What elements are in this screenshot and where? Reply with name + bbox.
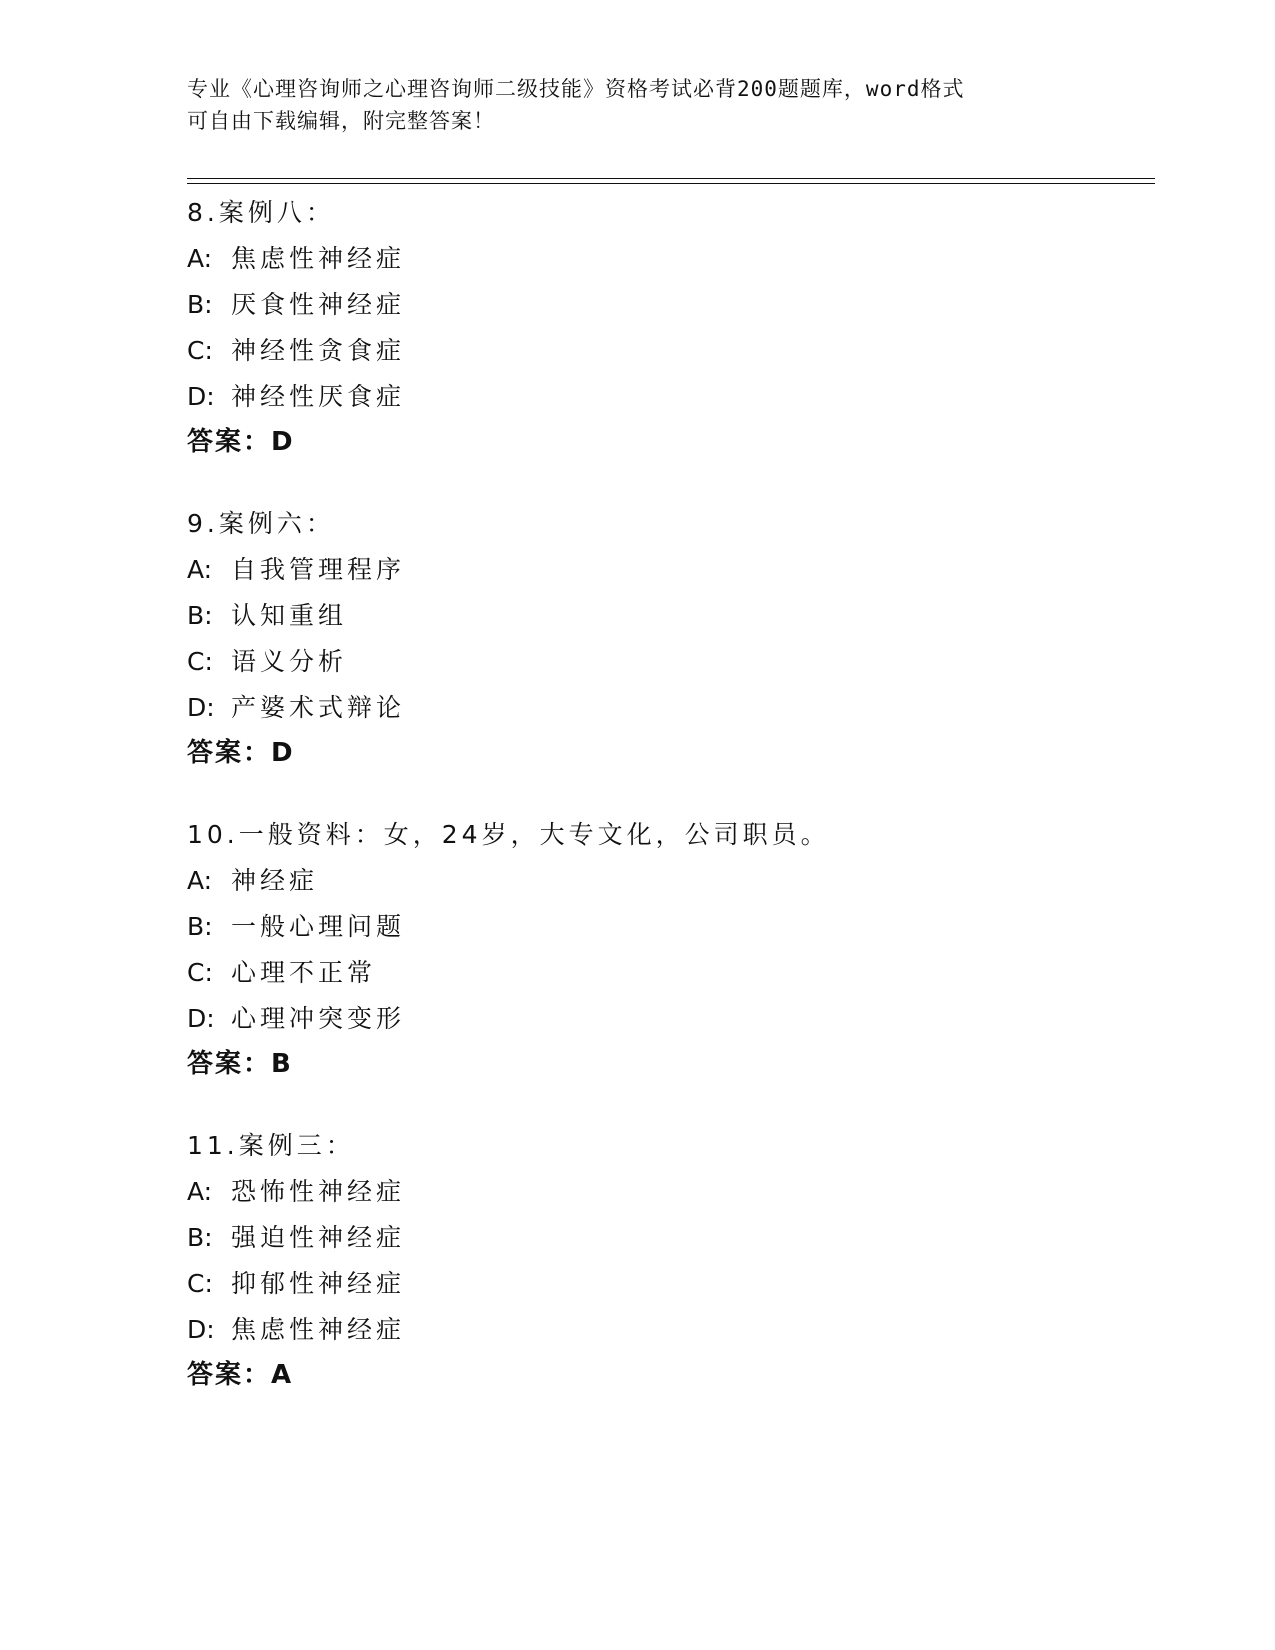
option-a [187, 236, 1155, 282]
option-text: 产婆术式辩论 [231, 693, 406, 722]
question-10 [187, 812, 1155, 1086]
option-d [187, 685, 1155, 731]
header-divider-top [187, 178, 1155, 179]
option-key: B: [187, 912, 213, 941]
option-key: A: [187, 866, 213, 895]
answer-line: 答案：D [187, 738, 295, 768]
answer-line: 答案：D [187, 427, 295, 457]
option-key: C: [187, 647, 213, 676]
option-key: D: [187, 382, 215, 411]
option-text: 恐怖性神经症 [231, 1177, 406, 1206]
option-key: B: [187, 601, 213, 630]
question-8 [187, 190, 1155, 464]
question-stem: 9.案例六： [187, 509, 335, 538]
option-d [187, 996, 1155, 1042]
answer-line: 答案：A [187, 1360, 294, 1390]
option-key: C: [187, 336, 213, 365]
document-header [187, 73, 1077, 137]
option-key: D: [187, 1004, 215, 1033]
option-c [187, 639, 1155, 685]
header-line-2: 可自由下载编辑，附完整答案！ [187, 109, 495, 133]
option-a [187, 1169, 1155, 1215]
option-text: 厌食性神经症 [231, 290, 406, 319]
option-key: C: [187, 958, 213, 987]
option-text: 强迫性神经症 [231, 1223, 406, 1252]
option-key: C: [187, 1269, 213, 1298]
option-d [187, 374, 1155, 420]
option-a [187, 858, 1155, 904]
question-11 [187, 1123, 1155, 1397]
answer-line: 答案：B [187, 1049, 293, 1079]
option-c [187, 1261, 1155, 1307]
option-key: D: [187, 693, 215, 722]
header-divider-bottom [187, 183, 1155, 184]
question-stem: 8.案例八： [187, 198, 335, 227]
option-text: 语义分析 [231, 647, 348, 676]
option-text: 认知重组 [231, 601, 348, 630]
option-key: A: [187, 555, 213, 584]
option-c [187, 950, 1155, 996]
option-b [187, 593, 1155, 639]
option-text: 焦虑性神经症 [231, 244, 406, 273]
question-stem: 10.一般资料：女，24岁，大专文化，公司职员。 [187, 820, 830, 849]
question-stem: 11.案例三： [187, 1131, 355, 1160]
option-b [187, 904, 1155, 950]
option-d [187, 1307, 1155, 1353]
option-text: 自我管理程序 [231, 555, 406, 584]
option-text: 神经症 [231, 866, 319, 895]
header-line-1: 专业《心理咨询师之心理咨询师二级技能》资格考试必背200题题库，word格式 [187, 77, 965, 101]
option-key: B: [187, 290, 213, 319]
option-text: 神经性厌食症 [231, 382, 406, 411]
option-c [187, 328, 1155, 374]
option-key: A: [187, 244, 213, 273]
option-b [187, 282, 1155, 328]
option-text: 焦虑性神经症 [231, 1315, 406, 1344]
option-text: 一般心理问题 [231, 912, 406, 941]
option-b [187, 1215, 1155, 1261]
option-key: D: [187, 1315, 215, 1344]
option-text: 抑郁性神经症 [231, 1269, 406, 1298]
option-text: 神经性贪食症 [231, 336, 406, 365]
option-key: A: [187, 1177, 213, 1206]
question-list [187, 190, 1155, 1434]
question-9 [187, 501, 1155, 775]
option-key: B: [187, 1223, 213, 1252]
option-a [187, 547, 1155, 593]
option-text: 心理冲突变形 [231, 1004, 406, 1033]
option-text: 心理不正常 [231, 958, 377, 987]
